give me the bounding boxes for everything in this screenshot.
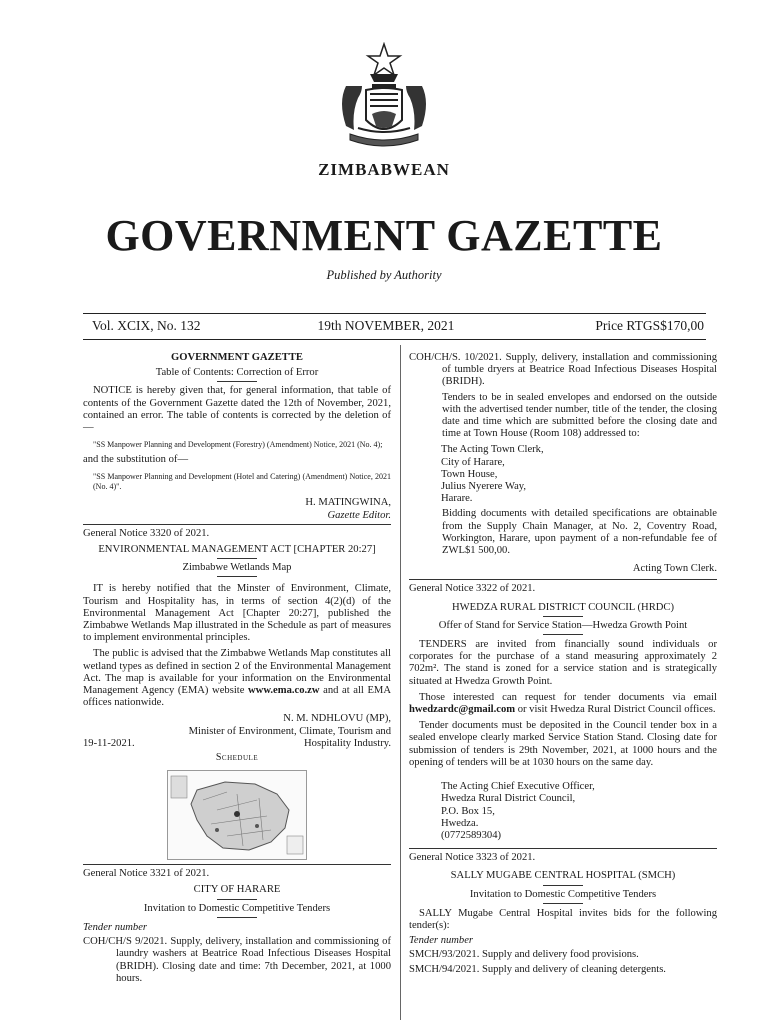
notice-3320-sig-line3: Hospitality Industry. [304,737,391,749]
notice-3320-sig-line2: Minister of Environment, Climate, Tourism and [188,725,391,737]
section-rule [409,579,717,580]
issue-volume: Vol. XCIX, No. 132 [92,318,201,333]
notice-3321-para1: Tenders to be in sealed envelopes and endorsed on the outside with the advertised tender number, title of the tender, the closing date and time which are submitted before the closing date and time at Town House (Room 108) addressed to: [442,391,717,440]
notice-3323-tender-1: SMCH/93/2021. Supply and delivery food provisions. [409,949,639,961]
notice-3322-heading: HWEDZA RURAL DISTRICT COUNCIL (HRDC) [451,601,675,613]
masthead-title: GOVERNMENT GAZETTE [105,211,663,260]
address-line: Hwedza Rural District Council, [441,793,576,805]
notice-3322-para3: Tender documents must be deposited in the Council tender box in a sealed envelope clearly marked Service Station Stand. Closing date for submission of tenders is 29th November, 2021, at 1000 hours and the opening of tenders will be at 1030 hours on the same day. [409,720,717,768]
column-divider [400,345,401,1020]
notice-3320-act: ENVIRONMENTAL MANAGEMENT ACT [CHAPTER 20:27] [98,544,376,556]
section-rule [83,864,391,865]
short-rule [217,899,257,900]
short-rule [217,576,257,577]
notice-3322-number: General Notice 3322 of 2021. [409,583,536,595]
hrdc-email-link[interactable]: hwedzardc@gmail.com [409,704,516,716]
toc-substituted-item: "SS Manpower Planning and Development (Hotel and Catering) (Amendment) Notice, 2021 (No. 4)". [93,472,391,492]
toc-subheading: Table of Contents: Correction of Error [155,367,319,379]
notice-3323-number: General Notice 3323 of 2021. [409,852,536,864]
notice-3321-number: General Notice 3321 of 2021. [83,868,210,880]
notice-3320-number: General Notice 3320 of 2021. [83,527,210,539]
notice-3322-subheading: Offer of Stand for Service Station—Hwedza Growth Point [438,619,688,631]
toc-and-text: and the substitution of— [83,454,189,466]
schedule-label: Schedule [215,752,259,764]
wetlands-map-image [167,770,307,860]
notice-3321-tender-1: COH/CH/S 9/2021. Supply, delivery, installation and commissioning of laundry washers at Beatrice Road Infectious Diseases Hospital (BRIDH). Closing date and time: 7th December, 2021, at 1000 hours. [83,936,391,984]
notice-3322-address [409,781,717,842]
toc-signatory-title: Gazette Editor. [327,509,391,521]
coat-of-arms-emblem [332,42,436,154]
toc-deleted-item: "SS Manpower Planning and Development (Forestry) (Amendment) Notice, 2021 (No. 4); [93,440,383,450]
address-line: Harare. [441,493,473,505]
notice-3323-para1: SALLY Mugabe Central Hospital invites bids for the following tender(s): [409,907,717,931]
ema-website-link[interactable]: www.ema.co.zw [248,685,320,697]
notice-3320-subheading: Zimbabwe Wetlands Map [182,562,292,574]
right-column [409,352,717,976]
notice-3320-signatory: N. M. NDHLOVU (MP), [283,713,391,725]
notice-3320-para1: IT is hereby notified that the Minster of Environment, Climate, Tourism and Hospitality has, in terms of section 4(2)(d) of the Environmental Management Act [Chapter 20:27], published the Zimbabwe Wetlands Map illustrated in the Schedule as part of measures to implement environmental principles. [83,583,391,644]
address-line: Town House, [441,468,498,480]
toc-signatory: H. MATINGWINA, [305,497,391,509]
notice-3322-para1: TENDERS are invited from financially sound individuals or corporates for the purchase of a stand measuring approximately 2 702m². The stand is zoned for a service station and is strategically situated at Hwedza Growth Point. [409,639,717,687]
short-rule [217,917,257,918]
address-line: Julius Nyerere Way, [441,481,527,493]
issue-rule-top [83,313,706,314]
notice-3321-tender-2: COH/CH/S. 10/2021. Supply, delivery, installation and commissioning of tumble dryers at Beatrice Road Infectious Diseases Hospital (BRIDH). [409,352,717,388]
left-column [83,352,391,985]
short-rule [217,558,257,559]
address-line: The Acting Chief Executive Officer, [441,781,595,793]
section-rule [83,524,391,525]
short-rule [217,381,257,382]
masthead-subtitle: Published by Authority [326,268,442,282]
short-rule [543,903,583,904]
notice-3322-para2: Those interested can request for tender documents via email hwedzardc@gmail.com or visit Hwedza Rural District Council offices. [409,691,717,716]
notice-3321-subheading: Invitation to Domestic Competitive Tenders [143,902,331,914]
notice-3321-tender-label: Tender number [83,921,148,933]
notice-3320-para2: The public is advised that the Zimbabwe Wetlands Map constitutes all wetland types as defined in section 2 of the Environmental Management Act. The map is available for your information on the Environmental Management Agency (EMA) website www.ema.co.zw and at all EMA offices nationwide. [83,648,392,709]
notice-3323-tender-label: Tender number [409,935,474,947]
short-rule [543,616,583,617]
toc-heading: GOVERNMENT GAZETTE [171,352,303,363]
notice-3323-subheading: Invitation to Domestic Competitive Tenders [469,888,657,900]
address-line: The Acting Town Clerk, [441,444,544,456]
notice-3320-date: 19-11-2021. [83,737,135,749]
masthead-country: ZIMBABWEAN [318,160,450,179]
notice-3321-signature: Acting Town Clerk. [632,563,717,575]
issue-price: Price RTGS$170,00 [595,318,704,333]
notice-3321-address [409,444,717,505]
address-line: Hwedza. [441,817,479,829]
issue-rule-bottom [83,339,706,340]
short-rule [543,634,583,635]
toc-paragraph: NOTICE is hereby given that, for general information, that table of contents of the Government Gazette dated the 12th of November, 2021, contained an error. The table of contents is corrected by the deletion of— [83,385,391,434]
section-rule [409,848,717,849]
notice-3323-heading: SALLY MUGABE CENTRAL HOSPITAL (SMCH) [450,870,676,882]
notice-3321-para2: Bidding documents with detailed specifications are obtainable from the Supply Chain Manager, at No. 2, Coventry Road, Workington, Harare, upon payment of a non-refundable fee of ZWL$1 500,00. [442,508,717,557]
address-line: P.O. Box 15, [441,805,495,817]
notice-3323-tender-2: SMCH/94/2021. Supply and delivery of cleaning detergents. [409,963,666,975]
address-line: City of Harare, [441,456,505,468]
issue-date: 19th NOVEMBER, 2021 [317,318,455,333]
address-line: (0772589304) [441,829,502,841]
notice-3321-heading: CITY OF HARARE [193,884,281,896]
short-rule [543,885,583,886]
